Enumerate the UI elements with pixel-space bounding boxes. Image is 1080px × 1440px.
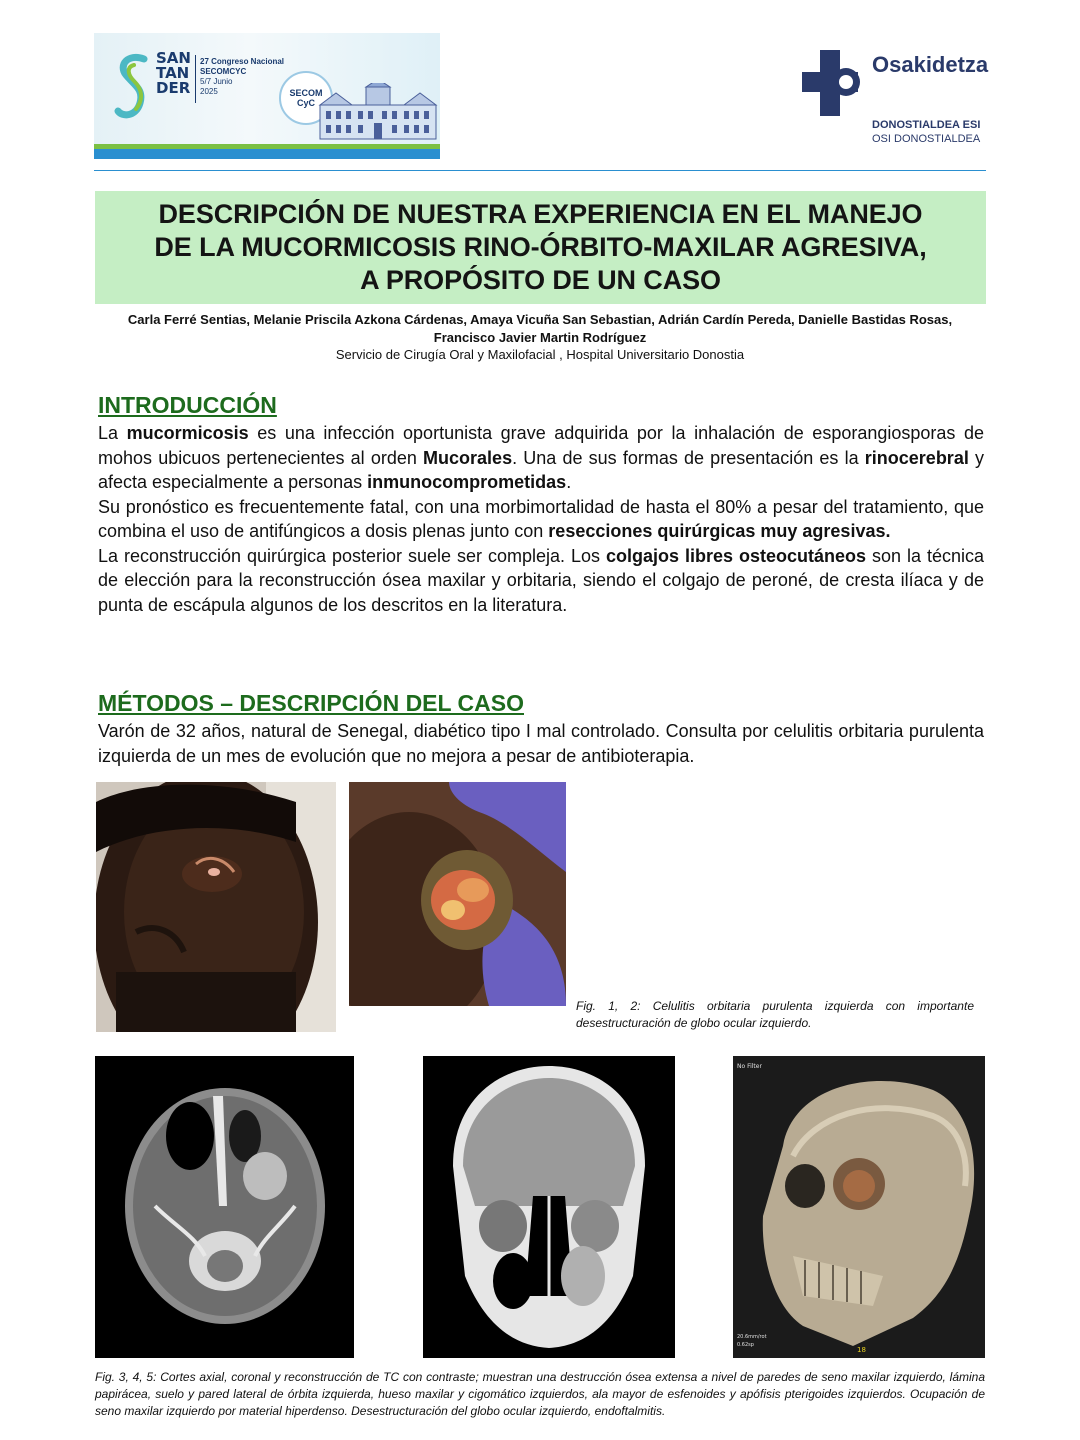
banner-blue-stripe xyxy=(94,149,440,159)
introduction-paragraph-3: La reconstrucción quirúrgica posterior suele ser compleja. Los colgajos libres osteocutáneos son la técnica de elección para la reconstrucción ósea maxilar y orbitaria, siendo el colgajo de peroné, de cresta ilíaca y de punta de escápula algunos de los descritos en la literatura. xyxy=(98,545,984,615)
introduction-text xyxy=(98,421,984,617)
ct-coronal-slice-icon xyxy=(423,1056,675,1358)
osakidetza-cross-logo-icon xyxy=(802,50,862,116)
figure-5-ct-3d-reconstruction xyxy=(733,1056,985,1358)
skull-3d-render-icon xyxy=(733,1056,985,1358)
congress-banner xyxy=(94,33,440,159)
santander-s-logo-icon xyxy=(114,51,152,127)
poster-title-box xyxy=(95,191,986,304)
affiliation: Servicio de Cirugía Oral y Maxilofacial , Hospital Universitario Donostia xyxy=(335,347,745,362)
osakidetza-unit: DONOSTIALDEA ESI OSI DONOSTIALDEA xyxy=(872,119,981,145)
figure-4-ct-coronal xyxy=(423,1056,675,1358)
figure-1-2-caption: Fig. 1, 2: Celulitis orbitaria purulenta izquierda con importante desestructuración de globo ocular izquierdo. xyxy=(576,999,974,1030)
figure-2-clinical-photo xyxy=(349,782,566,1006)
congress-info: 27 Congreso Nacional SECOMCYC 5/7 Junio 2025 xyxy=(200,57,285,96)
figure-1-clinical-photo xyxy=(96,782,336,1032)
santander-wordmark: SAN TAN DER xyxy=(156,49,191,97)
introduction-paragraph-1: La mucormicosis es una infección oportunista grave adquirida por la inhalación de esporangiosporas de mohos ubicuos pertenecientes al orden Mucorales. Una de sus formas de presentación es la rinocerebral y afecta especialmente a personas inmunocomprometidas. xyxy=(98,423,984,492)
poster-title: DESCRIPCIÓN DE NUESTRA EXPERIENCIA EN EL MANEJO DE LA MUCORMICOSIS RINO-ÓRBITO-MAXILAR AGRESIVA, A PROPÓSITO DE UN CASO xyxy=(154,199,927,295)
ct-3d-filter-label: No Filter xyxy=(737,1063,762,1070)
figure-3-5-caption: Fig. 3, 4, 5: Cortes axial, coronal y reconstrucción de TC con contraste; muestran una destrucción ósea extensa a nivel de paredes de seno maxilar izquierdo, lámina papirácea, suelo y pared lateral de órbita izquierda, hueso maxilar y cigomático izquierdos, ala mayor de esfenoides y apófisis pterigoides izquierdos. Ocupación de seno maxilar izquierdo por material hiperdenso. Desestructuración del globo ocular izquierdo, endoftalmitis. xyxy=(95,1370,985,1418)
ct-3d-marker: 18 xyxy=(857,1346,866,1354)
figure-3-ct-axial xyxy=(95,1056,354,1358)
patient-face-illustration-icon xyxy=(96,782,336,1032)
ct-axial-slice-icon xyxy=(95,1056,354,1358)
methods-heading: MÉTODOS – DESCRIPCIÓN DEL CASO xyxy=(98,690,524,716)
palace-illustration-icon xyxy=(316,83,440,145)
methods-paragraph: Varón de 32 años, natural de Senegal, diabético tipo I mal controlado. Consulta por celulitis orbitaria purulenta izquierda de un mes de evolución que no mejora a pesar de antibioterapia. xyxy=(98,721,984,766)
header-rule xyxy=(94,170,986,171)
orbital-wound-illustration-icon xyxy=(349,782,566,1006)
osakidetza-name: Osakidetza xyxy=(872,52,989,77)
banner-divider xyxy=(195,55,196,103)
ct-3d-rot-label: 20.6mm/rot xyxy=(737,1334,767,1340)
methods-text xyxy=(98,719,984,768)
secomcyc-badge: SECOM CyC xyxy=(279,71,333,125)
authors: Carla Ferré Sentias, Melanie Priscila Azkona Cárdenas, Amaya Vicuña San Sebastian, Adrián Cardín Pereda, Danielle Bastidas Rosas, Francisco Javier Martin Rodríguez xyxy=(127,312,953,345)
introduction-paragraph-2: Su pronóstico es frecuentemente fatal, con una morbimortalidad de hasta el 80% a pesar del tratamiento, que combina el uso de antifúngicos a dosis plenas junto con resecciones quirúrgicas muy agresivas. xyxy=(98,496,984,541)
ct-3d-sp-label: 0.62sp xyxy=(737,1342,754,1348)
introduction-heading: INTRODUCCIÓN xyxy=(98,392,277,418)
